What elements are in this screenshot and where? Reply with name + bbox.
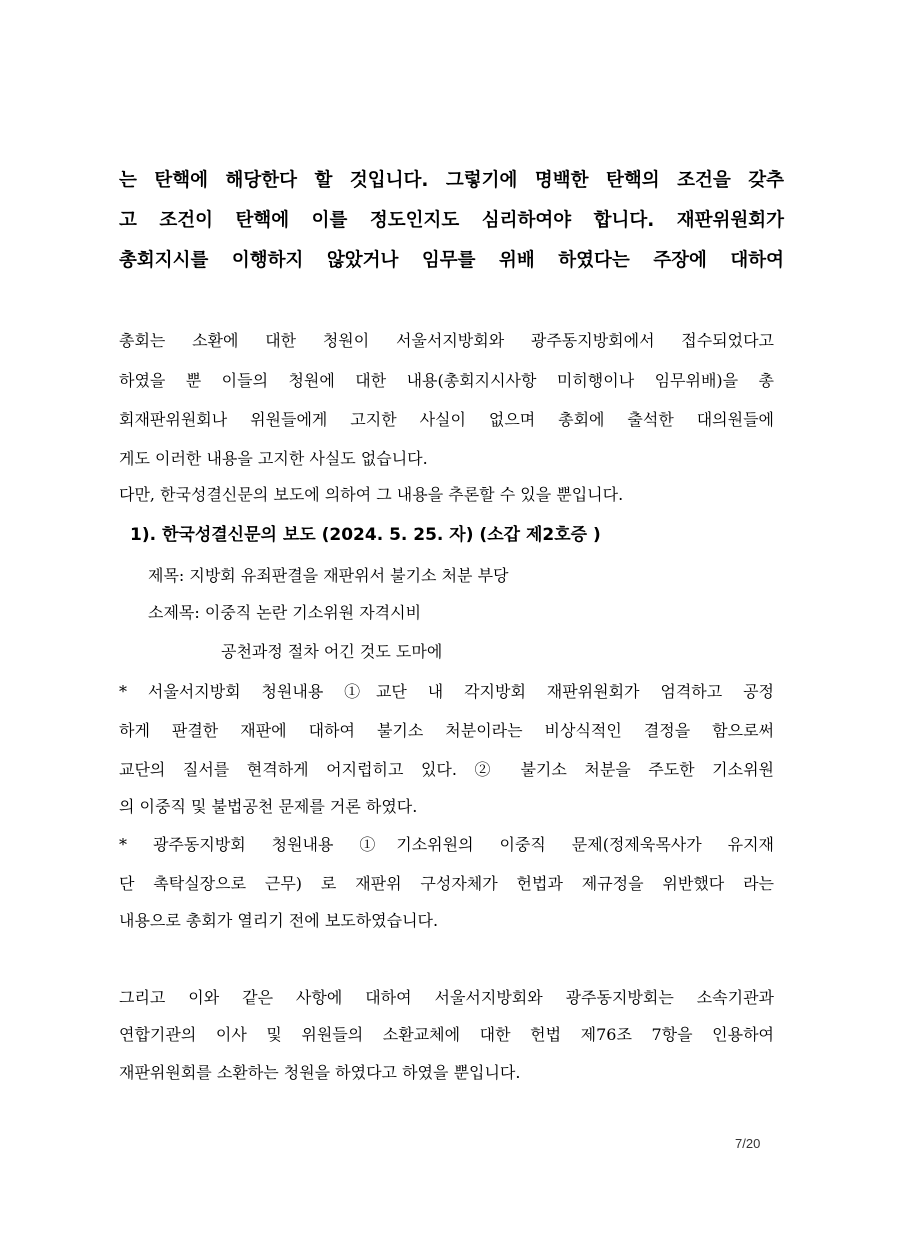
- seoul-petition-line-2: 하게 판결한 재판에 대하여 불기소 처분이라는 비상식적인 결정을 함으로써: [119, 721, 774, 740]
- paragraph1-line-2: 하였을 뿐 이들의 청원에 대한 내용(총회지시사항 미히행이나 임무위배)을 총: [119, 371, 774, 390]
- paragraph1-line-4: 게도 이러한 내용을 고지한 사실도 없습니다.: [119, 449, 428, 468]
- section-subheading: 1). 한국성결신문의 보도 (2024. 5. 25. 자) (소갑 제2호증 ): [130, 525, 601, 545]
- seoul-petition-line-3: 교단의 질서를 현격하게 어지럽히고 있다. ② 불기소 처분을 주도한 기소위원: [119, 760, 774, 779]
- page-number: 7/20: [735, 1136, 761, 1151]
- gwangju-petition-line-2: 단 촉탁실장으로 근무) 로 재판위 구성자체가 헌법과 제규정을 위반했다 라는: [119, 874, 774, 893]
- seoul-petition-line-1: * 서울서지방회 청원내용 ①교단 내 각지방회 재판위원회가 엄격하고 공정: [119, 682, 774, 701]
- gwangju-petition-line-3: 내용으로 총회가 열리기 전에 보도하였습니다.: [119, 911, 439, 930]
- seoul-petition-line-4: 의 이중직 및 불법공천 문제를 거론 하였다.: [119, 797, 418, 816]
- closing-line-1: 그리고 이와 같은 사항에 대하여 서울서지방회와 광주동지방회는 소속기관과: [119, 988, 774, 1007]
- intro-line-3: 총회지시를 이행하지 않았거나 임무를 위배 하였다는 주장에 대하여: [119, 250, 784, 271]
- intro-line-2: 고 조건이 탄핵에 이를 정도인지도 심리하여야 합니다. 재판위원회가: [119, 210, 784, 231]
- intro-line-1: 는 탄핵에 해당한다 할 것입니다. 그렇기에 명백한 탄핵의 조건을 갖추: [119, 170, 784, 191]
- gwangju-petition-line-1: * 광주동지방회 청원내용 ①기소위원의 이중직 문제(정제욱목사가 유지재: [119, 835, 774, 854]
- closing-line-2: 연합기관의 이사 및 위원들의 소환교체에 대한 헌법 제76조 7항을 인용하여: [119, 1025, 774, 1044]
- article-subtitle-1: 소제목: 이중직 논란 기소위원 자격시비: [148, 603, 422, 622]
- paragraph1-line-3: 회재판위원회나 위원들에게 고지한 사실이 없으며 총회에 출석한 대의원들에: [119, 410, 774, 429]
- article-subtitle-2: 공천과정 절차 어긴 것도 도마에: [221, 642, 443, 661]
- closing-line-3: 재판위원회를 소환하는 청원을 하였다고 하였을 뿐입니다.: [119, 1063, 521, 1082]
- paragraph1-line-1: 총회는 소환에 대한 청원이 서울서지방회와 광주동지방회에서 접수되었다고: [119, 331, 774, 350]
- article-title: 제목: 지방회 유죄판결을 재판위서 불기소 처분 부당: [148, 566, 509, 585]
- paragraph1-line-5: 다만, 한국성결신문의 보도에 의하여 그 내용을 추론할 수 있을 뿐입니다.: [119, 485, 624, 504]
